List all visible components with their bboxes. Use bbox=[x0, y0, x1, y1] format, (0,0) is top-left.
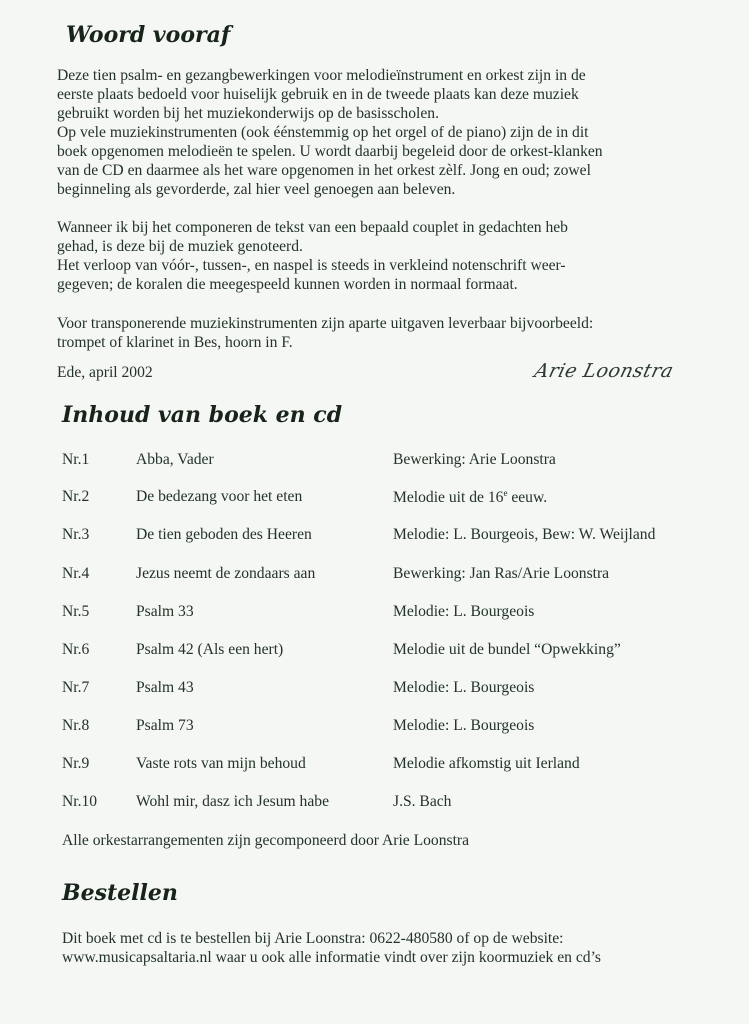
toc-row bbox=[0, 451, 749, 473]
toc-row bbox=[0, 793, 749, 815]
text-line: www.musicapsaltaria.nl waar u ook alle informatie vindt over zijn koormuziek en cd’s bbox=[62, 949, 601, 966]
text-line: Het verloop van vóór-, tussen-, en naspel is steeds in verkleind notenschrift weer- bbox=[57, 257, 566, 274]
text-line: boek opgenomen melodieën te spelen. U wordt daarbij begeleid door de orkest-klanken bbox=[57, 143, 603, 160]
toc-credit: Melodie: L. Bourgeois bbox=[393, 603, 535, 620]
toc-number: Nr.2 bbox=[62, 488, 90, 505]
toc-title: Wohl mir, dasz ich Jesum habe bbox=[136, 793, 329, 810]
toc-number: Nr.5 bbox=[62, 603, 90, 620]
toc-credit-text-after: eeuw. bbox=[507, 489, 548, 507]
toc-number: Nr.4 bbox=[62, 565, 90, 582]
toc-credit: Melodie: L. Bourgeois bbox=[393, 717, 535, 734]
toc-credit: Melodie uit de bundel “Opwekking” bbox=[393, 641, 621, 658]
text-line: Dit boek met cd is te bestellen bij Arie Loonstra: 0622-480580 of op de website: bbox=[62, 930, 564, 947]
text-line: Deze tien psalm- en gezangbewerkingen voor melodieïnstrument en orkest zijn in de bbox=[57, 67, 586, 84]
text-line: van de CD en daarmee als het ware opgenomen in het orkest zèlf. Jong en oud; zowel bbox=[57, 162, 591, 179]
text-line: beginneling als gevorderde, zal hier veel genoegen aan beleven. bbox=[57, 181, 456, 198]
preface-paragraph-2 bbox=[57, 218, 727, 294]
preface-heading: Woord vooraf bbox=[66, 22, 231, 48]
toc-number: Nr.9 bbox=[62, 755, 90, 772]
toc-row bbox=[0, 526, 749, 548]
toc-credit: Melodie: L. Bourgeois bbox=[393, 679, 535, 696]
toc-credit-text: Melodie uit de 16 bbox=[393, 489, 504, 507]
signature: Arie Loonstra bbox=[532, 360, 676, 382]
toc-row bbox=[0, 603, 749, 625]
text-line: Op vele muziekinstrumenten (ook éénstemmig op het orgel of de piano) zijn de in dit bbox=[57, 124, 589, 141]
toc-title: Psalm 73 bbox=[136, 717, 194, 734]
toc-credit bbox=[393, 488, 547, 507]
toc-credit: Bewerking: Arie Loonstra bbox=[393, 451, 556, 468]
toc-credit-superscript: e bbox=[503, 488, 508, 498]
toc-row bbox=[0, 641, 749, 663]
toc-credit: Melodie: L. Bourgeois, Bew: W. Weijland bbox=[393, 526, 656, 543]
toc-number: Nr.6 bbox=[62, 641, 90, 658]
toc-number: Nr.7 bbox=[62, 679, 90, 696]
text-line: Voor transponerende muziekinstrumenten zijn aparte uitgaven leverbaar bijvoorbeeld: bbox=[57, 315, 594, 332]
text-line: trompet of klarinet in Bes, hoorn in F. bbox=[57, 334, 293, 351]
toc-credit: J.S. Bach bbox=[393, 793, 452, 810]
toc-title: Psalm 42 (Als een hert) bbox=[136, 641, 284, 658]
toc-title: Psalm 43 bbox=[136, 679, 194, 696]
toc-title: De bedezang voor het eten bbox=[136, 488, 303, 505]
toc-title: Jezus neemt de zondaars aan bbox=[136, 565, 316, 582]
contents-heading: Inhoud van boek en cd bbox=[62, 402, 343, 428]
text-line: Wanneer ik bij het componeren de tekst van een bepaald couplet in gedachten heb bbox=[57, 219, 568, 236]
order-paragraph bbox=[62, 929, 732, 967]
toc-row bbox=[0, 679, 749, 701]
text-line: eerste plaats bedoeld voor huiselijk gebruik en in de tweede plaats kan deze muziek bbox=[57, 86, 579, 103]
toc-row bbox=[0, 565, 749, 587]
preface-paragraph-3 bbox=[57, 314, 727, 352]
text-line: gebruikt worden bij het muziekonderwijs op de basisscholen. bbox=[57, 105, 439, 122]
preface-paragraph-1 bbox=[57, 66, 727, 199]
text-line: gehad, is deze bij de muziek genoteerd. bbox=[57, 238, 303, 255]
toc-number: Nr.8 bbox=[62, 717, 90, 734]
place-date: Ede, april 2002 bbox=[57, 364, 153, 381]
toc-credit: Melodie afkomstig uit Ierland bbox=[393, 755, 580, 772]
toc-number: Nr.10 bbox=[62, 793, 98, 810]
toc-row bbox=[0, 717, 749, 739]
toc-credit: Bewerking: Jan Ras/Arie Loonstra bbox=[393, 565, 610, 582]
toc-row bbox=[0, 488, 749, 510]
toc-title: Vaste rots van mijn behoud bbox=[136, 755, 306, 772]
toc-title: De tien geboden des Heeren bbox=[136, 526, 312, 543]
toc-row bbox=[0, 755, 749, 777]
toc-number: Nr.3 bbox=[62, 526, 90, 543]
order-heading: Bestellen bbox=[62, 880, 178, 906]
text-line: gegeven; de koralen die meegespeeld kunnen worden in normaal formaat. bbox=[57, 276, 518, 293]
toc-title: Abba, Vader bbox=[136, 451, 214, 468]
toc-number: Nr.1 bbox=[62, 451, 90, 468]
toc-title: Psalm 33 bbox=[136, 603, 194, 620]
contents-footnote: Alle orkestarrangementen zijn gecomponeerd door Arie Loonstra bbox=[62, 832, 470, 849]
